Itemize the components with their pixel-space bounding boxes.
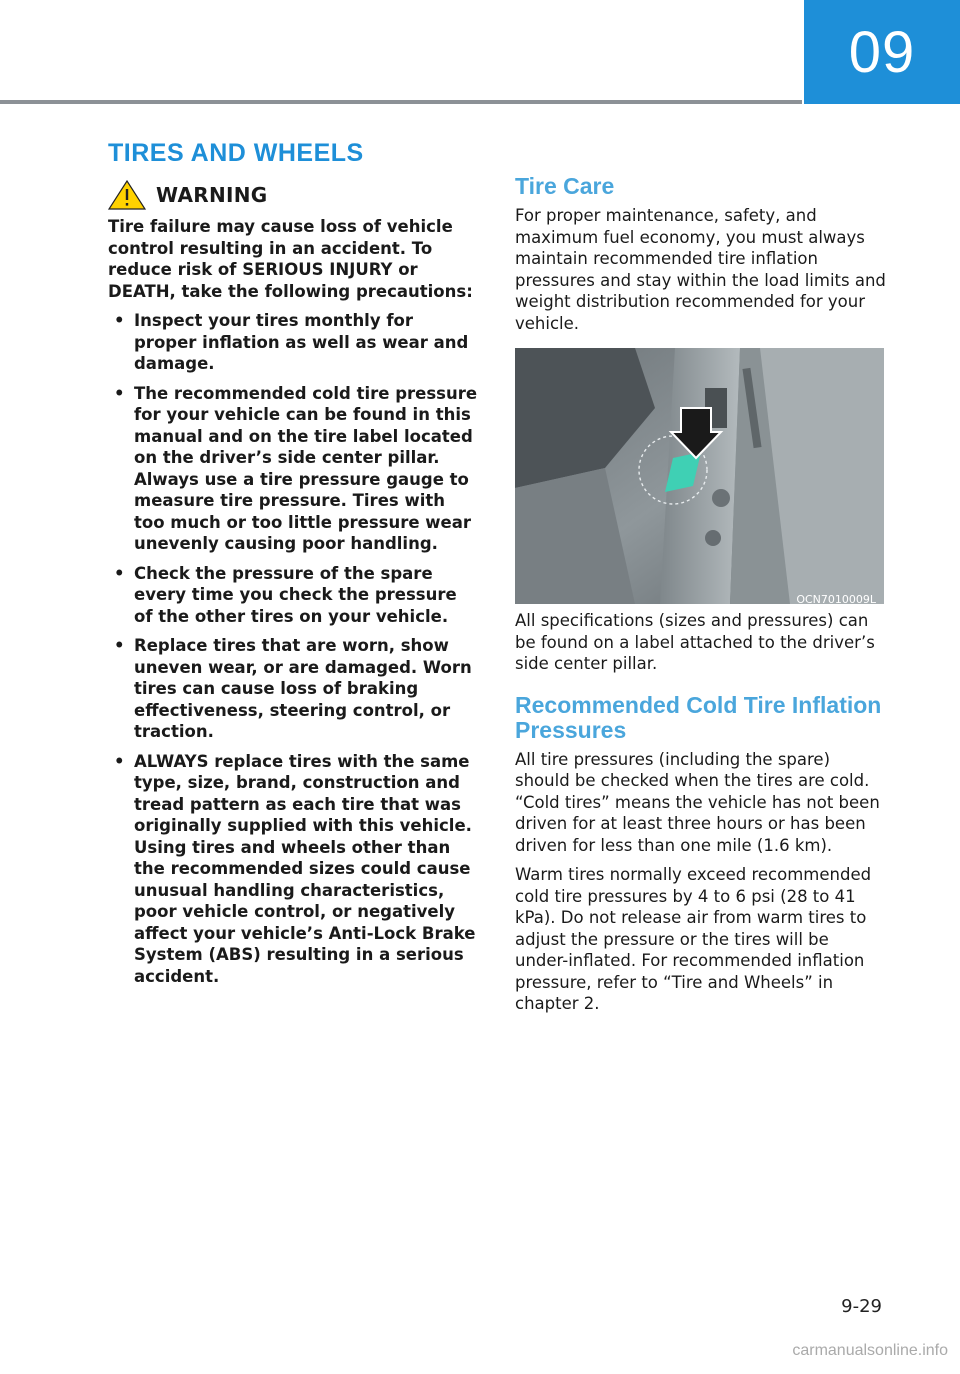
list-item: • ALWAYS replace tires with the same type, size, brand, construction and tread pattern as each tire that was originally supplied with this vehicle. Using tires and wheels other than the recommended sizes could cause unusual handling characteristics, poor vehicle control, or negatively affect your vehicle’s Anti-Lock Brake System (ABS) resulting in a serious accident. bbox=[108, 751, 480, 988]
chapter-tab: 09 bbox=[804, 0, 960, 104]
section-title: TIRES AND WHEELS bbox=[108, 139, 364, 167]
info-column bbox=[515, 174, 887, 1023]
list-item: • Check the pressure of the spare every time you check the pressure of the other tires on your vehicle. bbox=[108, 563, 480, 628]
cold-tire-heading: Recommended Cold Tire Inflation Pressures bbox=[515, 691, 882, 743]
image-code: OCN7010009L bbox=[796, 593, 876, 606]
page-number: 9-29 bbox=[841, 1296, 882, 1317]
image-caption: All specifications (sizes and pressures) can be found on a label attached to the driver’s side center pillar. bbox=[515, 611, 875, 673]
warning-column bbox=[108, 180, 480, 995]
door-pillar-illustration bbox=[515, 348, 884, 604]
list-item: • Inspect your tires monthly for proper inflation as well as wear and damage. bbox=[108, 310, 480, 375]
watermark: carmanualsonline.info bbox=[792, 1342, 948, 1359]
warning-header bbox=[108, 180, 480, 210]
warning-triangle-icon bbox=[108, 180, 146, 210]
list-item: • Replace tires that are worn, show uneven wear, or are damaged. Worn tires can cause loss of braking effectiveness, steering control, or traction. bbox=[108, 635, 480, 743]
list-item: • The recommended cold tire pressure for your vehicle can be found in this manual and on the tire label located on the driver’s side center pillar. Always use a tire pressure gauge to measure tire pressure. Tires with too much or too little pressure wear unevenly causing poor handling. bbox=[108, 383, 480, 555]
warning-list bbox=[108, 310, 480, 987]
cold-tire-para1: All tire pressures (including the spare) should be checked when the tires are cold. “Cold tires” means the vehicle has not been driven for at least three hours or has been driven for less than one mile (1.6 km). bbox=[515, 749, 880, 855]
tire-care-text: For proper maintenance, safety, and maximum fuel economy, you must always maintain recommended tire inflation pressures and stay within the load limits and weight distribution recommended for your vehicle. bbox=[515, 206, 886, 333]
warning-title: WARNING bbox=[156, 183, 268, 207]
header-rule bbox=[0, 100, 802, 104]
warning-intro: Tire failure may cause loss of vehicle control resulting in an accident. To reduce risk of SERIOUS INJURY or DEATH, take the following precautions: bbox=[108, 217, 473, 301]
tire-care-heading: Tire Care bbox=[515, 173, 615, 199]
cold-tire-para2: Warm tires normally exceed recommended cold tire pressures by 4 to 6 psi (28 to 41 kPa). Do not release air from warm tires to adjust the pressure or the tires will be under-inflated. For recommended inflation pressure, refer to “Tire and Wheels” in chapter 2. bbox=[515, 865, 872, 1013]
door-pillar-image bbox=[515, 348, 884, 604]
